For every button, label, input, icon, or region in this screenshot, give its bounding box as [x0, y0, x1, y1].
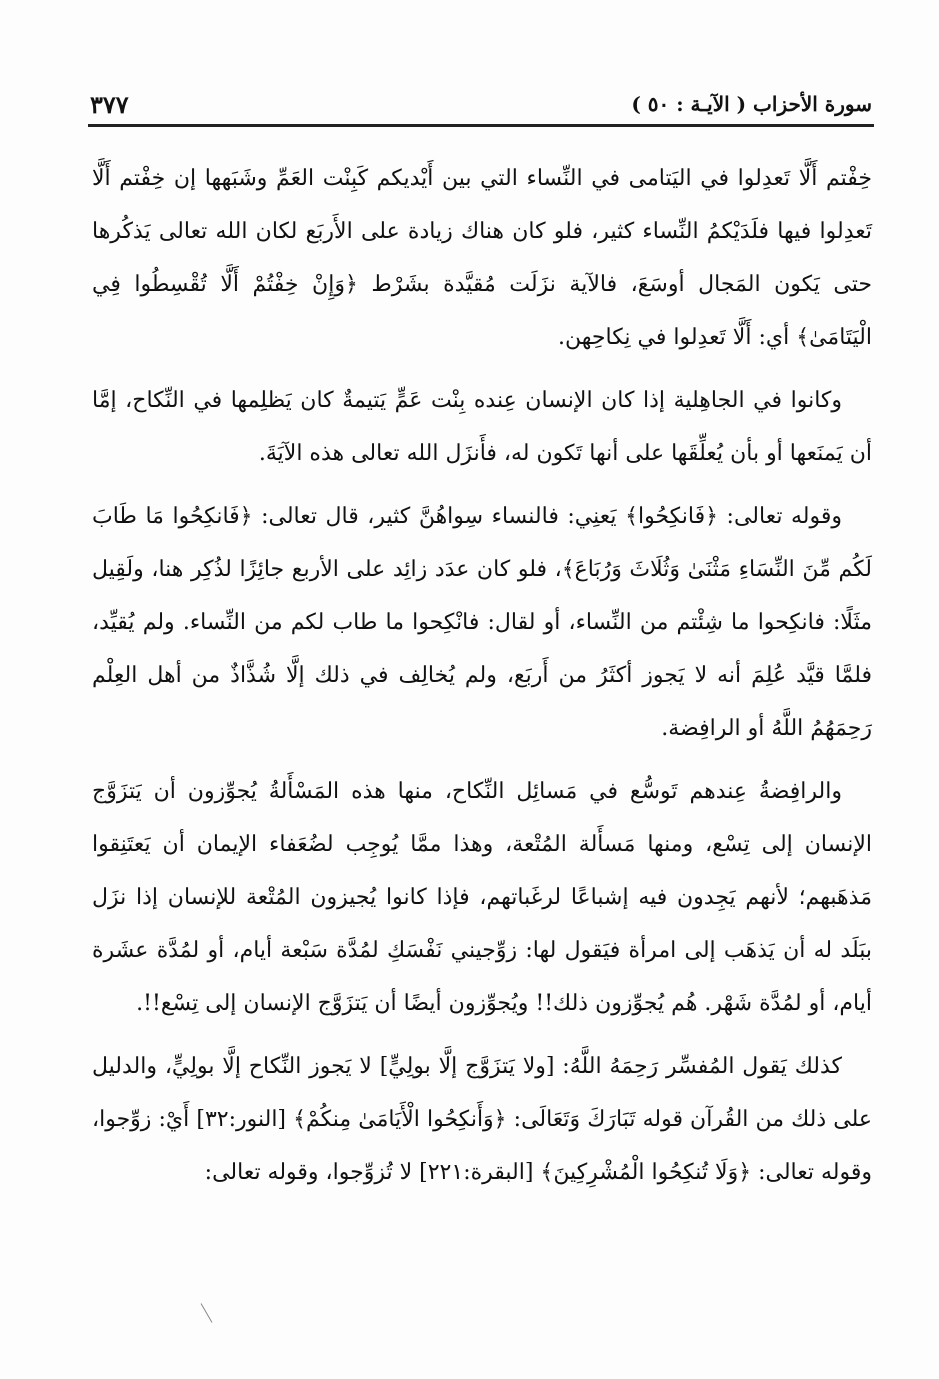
page-number: ٣٧٧ — [90, 90, 129, 119]
running-header — [90, 88, 872, 124]
page-body — [92, 152, 872, 1199]
paragraph-4: والرافِضةُ عِندهم تَوسُّع في مَسائِل النِّكاح، منها هذه المَسْأَلةُ يُجوِّزون أن يَتزَوَّج الإنسان إلى تِسْع، ومنها مَسأَلة المُتْعة، وهذا ممَّا يُوجِب لضُعَفاء الإيمان أن يَعتَنِقوا مَذهَبهم؛ لأنهم يَجِدون فيه إشباعًا لرغَباتهم، فإذا كانوا يُجيزون المُتْعة للإنسان إذا نزَل ببَلَد له أن يَذهَب إلى امرأة فيَقول لها: زوِّجيني نَفْسَكِ لمُدَّة سَبْعة أيام، أو لمُدَّة عشَرة أيام، أو لمُدَّة شَهْر. هُم يُجوِّزون ذلك!! ويُجوِّزون أيضًا أن يَتزَوَّج الإنسان إلى تِسْع!!. — [92, 779, 872, 1016]
header-title: سورة الأحزاب ( الآيـة : ٥٠ ) — [631, 92, 872, 116]
paragraph-2: وكانوا في الجاهِلية إذا كان الإنسان عِنده بِنْت عَمٍّ يَتيمةٌ كان يَظلِمها في النِّكاح، إمَّا أن يَمنَعها أو بأن يُعلِّقَها على أنها تَكون له، فأَنزَل الله تعالى هذه الآيَةَ. — [92, 388, 872, 466]
paragraph-3: وقوله تعالى: ﴿فَانكِحُوا﴾ يَعنِي: فالنساء سِواهُنَّ كثير، قال تعالى: ﴿فَانكِحُوا مَا طَابَ لَكُم مِّنَ النِّسَاءِ مَثْنَىٰ وَثُلَاثَ وَرُبَاعَ﴾، فلو كان عدَد زائِد على الأربع جائِزًا لذُكِر هنا، ولَقِيل مثَلًا: فانكِحوا ما شِئْتم من النِّساء، أو لقال: فانْكِحوا ما طاب لكم من النِّساء. ولم يُقيِّد، فلمَّا قيَّد عُلِمَ أنه لا يَجوز أكثَرُ من أَربَع، ولم يُخالِف في ذلك إلَّا شُذَّاذٌ من أهل العِلْم رَحِمَهُمُ اللَّهُ أو الرافِضة. — [92, 504, 872, 741]
scan-mark — [201, 1303, 213, 1323]
paragraph-1: خِفْتم أَلَّا تَعدِلوا في اليَتامى في النِّساء التي بين أَيْديكم كَبِنْت العَمِّ وشَبَهها إن خِفْتم أَلَّا تَعدِلوا فيها فلَدَيْكمُ النِّساء كثير، فلو كان هناك زيادة على الأَربَع لكان الله تعالى يَذكُرها حتى يَكون المَجال أوسَعَ، فالآية نزَلَت مُقيَّدة بشَرْط ﴿وَإِنْ خِفْتُمْ أَلَّا تُقْسِطُوا فِي الْيَتَامَىٰ﴾ أي: أَلَّا تَعدِلوا في نِكاحِهن. — [92, 166, 872, 350]
paragraph-5: كذلك يَقول المُفسِّر رَحِمَهُ اللَّهُ: [ولا يَتزَوَّج إلَّا بولِيٍّ] لا يَجوز النِّكاح إلَّا بولِيٍّ، والدليل على ذلك من القُرآن قوله تَبَارَكَ وَتَعَالَى: ﴿وَأَنكِحُوا الْأَيَامَىٰ مِنكُمْ﴾ [النور:٣٢] أَيْ: زوِّجوا، وقوله تعالى: ﴿وَلَا تُنكِحُوا الْمُشْرِكِينَ﴾ [البقرة:٢٢١] لا تُزوِّجوا، وقوله تعالى: — [92, 1054, 872, 1185]
header-divider — [88, 124, 874, 127]
